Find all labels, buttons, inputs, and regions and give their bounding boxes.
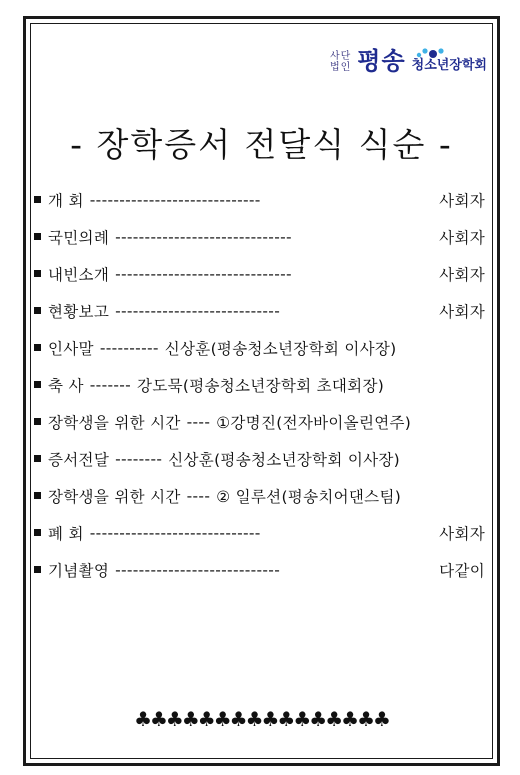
program-item-person: 사회자 — [439, 302, 485, 321]
square-bullet-icon — [34, 529, 41, 536]
program-item-person: 사회자 — [439, 191, 485, 210]
program-item — [34, 366, 485, 403]
program-item-label: 장학생을 위한 시간 — [48, 487, 181, 506]
square-bullet-icon — [34, 196, 41, 203]
square-bullet-icon — [34, 270, 41, 277]
square-bullet-icon — [34, 233, 41, 240]
program-item-person: 다같이 — [439, 561, 485, 580]
org-subtitle-text: 청소년장학회 — [411, 58, 487, 73]
program-list — [34, 181, 485, 588]
program-item-leader: ---------------------------- — [115, 301, 281, 320]
program-item-label: 개 회 — [48, 191, 84, 210]
program-item-label: 내빈소개 — [48, 265, 110, 284]
program-item-leader: ------------------------------ — [115, 264, 292, 283]
program-item-person: ①강명진(전자바이올린연주) — [216, 413, 412, 432]
program-item-leader: ----------------------------- — [89, 523, 261, 542]
program-item — [34, 477, 485, 514]
program-item-label: 장학생을 위한 시간 — [48, 413, 181, 432]
program-item-label: 인사말 — [48, 339, 94, 358]
program-border — [23, 16, 500, 766]
org-name: 평송 — [357, 47, 406, 75]
program-item-label: 축 사 — [48, 376, 84, 395]
program-item — [34, 255, 485, 292]
program-item-leader: ---------- — [99, 338, 159, 357]
corp-label-bottom: 법인 — [329, 62, 352, 73]
square-bullet-icon — [34, 344, 41, 351]
program-item-leader: ------------------------------ — [115, 227, 292, 246]
program-item — [34, 218, 485, 255]
program-item-leader: ---- — [186, 412, 211, 431]
program-item-person: ② 일루션(평송치어댄스팀) — [216, 487, 402, 506]
program-item-leader: ------- — [89, 375, 132, 394]
program-item-person: 강도묵(평송청소년장학회 초대회장) — [137, 376, 385, 395]
program-item-label: 증서전달 — [48, 450, 110, 469]
ceremony-title: - 장학증서 전달식 식순 - — [70, 125, 453, 164]
square-bullet-icon — [34, 455, 41, 462]
program-item-leader: ---- — [186, 486, 211, 505]
footer-ornament: ♣♣♣♣♣♣♣♣♣♣♣♣♣♣♣♣ — [134, 707, 389, 731]
program-item-label: 기념촬영 — [48, 561, 110, 580]
program-item — [34, 329, 485, 366]
square-bullet-icon — [34, 381, 41, 388]
square-bullet-icon — [34, 418, 41, 425]
program-item — [34, 514, 485, 551]
program-item-person: 사회자 — [439, 228, 485, 247]
org-subtitle — [412, 49, 487, 73]
square-bullet-icon — [34, 307, 41, 314]
program-item-leader: -------- — [115, 449, 163, 468]
program-item — [34, 181, 485, 218]
program-item-person: 신상훈(평송청소년장학회 이사장) — [168, 450, 400, 469]
program-item-label: 국민의례 — [48, 228, 110, 247]
program-item — [34, 403, 485, 440]
program-item-leader: ---------------------------- — [115, 560, 281, 579]
corp-label-top: 사단 — [329, 51, 352, 62]
program-item-person: 사회자 — [439, 524, 485, 543]
logo-dots-icon — [414, 47, 454, 59]
program-item-person: 사회자 — [439, 265, 485, 284]
program-item-label: 폐 회 — [48, 524, 84, 543]
square-bullet-icon — [34, 566, 41, 573]
program-item-person: 신상훈(평송청소년장학회 이사장) — [164, 339, 397, 358]
program-item — [34, 440, 485, 477]
square-bullet-icon — [34, 492, 41, 499]
program-item-leader: ----------------------------- — [89, 190, 261, 209]
program-item-label: 현황보고 — [48, 302, 110, 321]
program-item — [34, 551, 485, 588]
organization-logo — [330, 49, 487, 73]
program-item — [34, 292, 485, 329]
corporate-status — [330, 51, 351, 73]
